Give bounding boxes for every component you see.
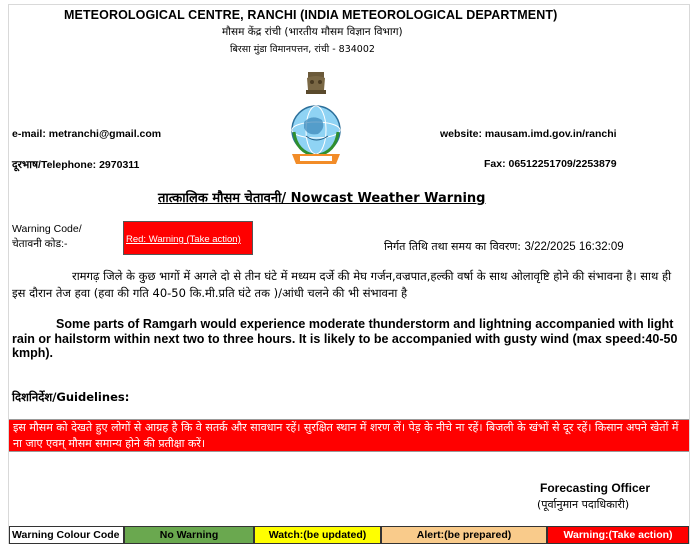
guidelines-text: इस मौसम को देखते हुए लोगों से आग्रह है कि वे सतर्क और सावधान रहें। सुरक्षित स्थान में शरण लें। पेड़ के नीचे ना रहें। बिजली के खंभों से दूर रहें। किसान अपने खेतों में ना जाए एवम् मौसम समान्य होने की प्रतीक्षा करें। <box>9 419 689 452</box>
header-hindi-name: मौसम केंद्र रांची (भारतीय मौसम विज्ञान विभाग) <box>222 26 403 38</box>
header-title: METEOROLOGICAL CENTRE, RANCHI (INDIA METEOROLOGICAL DEPARTMENT) <box>64 8 558 22</box>
forecasting-officer-hindi: (पूर्वानुमान पदाधिकारी) <box>537 498 630 511</box>
warning-code-label-en: Warning Code/ <box>12 223 82 235</box>
warning-code-badge: Red: Warning (Take action) <box>123 221 253 255</box>
legend-title: Warning Colour Code <box>9 526 124 544</box>
issue-label: निर्गत तिथि तथा समय का विवरण: <box>384 240 521 253</box>
legend-alert: Alert:(be prepared) <box>381 526 547 544</box>
warning-colour-legend <box>9 526 689 544</box>
forecasting-officer: Forecasting Officer <box>540 481 651 495</box>
warning-title: तात्कालिक मौसम चेतावनी/ Nowcast Weather Warning <box>158 191 486 206</box>
contact-email[interactable]: e-mail: metranchi@gmail.com <box>12 128 162 140</box>
warning-text-english: Some parts of Ramgarh would experience moderate thunderstorm and lightning accompanied with light rain or hailstorm within next two to three hours. It is likely to be accompanied with gusty wind (max speed:40-50 kmph). <box>12 317 678 360</box>
issue-value: 3/22/2025 16:32:09 <box>524 241 624 253</box>
warning-code-label <box>12 222 82 252</box>
legend-watch: Watch:(be updated) <box>254 526 381 544</box>
warning-text-hindi: रामगढ़ जिले के कुछ भागों में अगले दो से तीन घंटे में मध्यम दर्जे की मेघ गर्जन,वज्रपात,हल्की वर्षा के साथ ओलावृष्टि होने की संभावना है। साथ ही इस दौरान तेज हवा (हवा की गति 40-50 कि.मी.प्रति घंटे तक )/आंधी चलने की भी संभावना है <box>12 269 672 300</box>
warning-code-label-hi: चेतावनी कोड:- <box>12 238 68 250</box>
contact-website[interactable]: website: mausam.imd.gov.in/ranchi <box>440 128 617 140</box>
issue-datetime <box>384 239 624 254</box>
imd-emblem-icon <box>286 70 346 170</box>
guidelines-label: दिशनिर्देश/Guidelines: <box>12 390 130 404</box>
legend-no-warning: No Warning <box>124 526 254 544</box>
contact-telephone: दूरभाष/Telephone: 2970311 <box>12 159 140 171</box>
contact-fax: Fax: 06512251709/2253879 <box>484 158 617 170</box>
legend-warning: Warning:(Take action) <box>547 526 689 544</box>
header-hindi-address: बिरसा मुंडा विमानपत्तन, रांची - 834002 <box>230 44 375 55</box>
